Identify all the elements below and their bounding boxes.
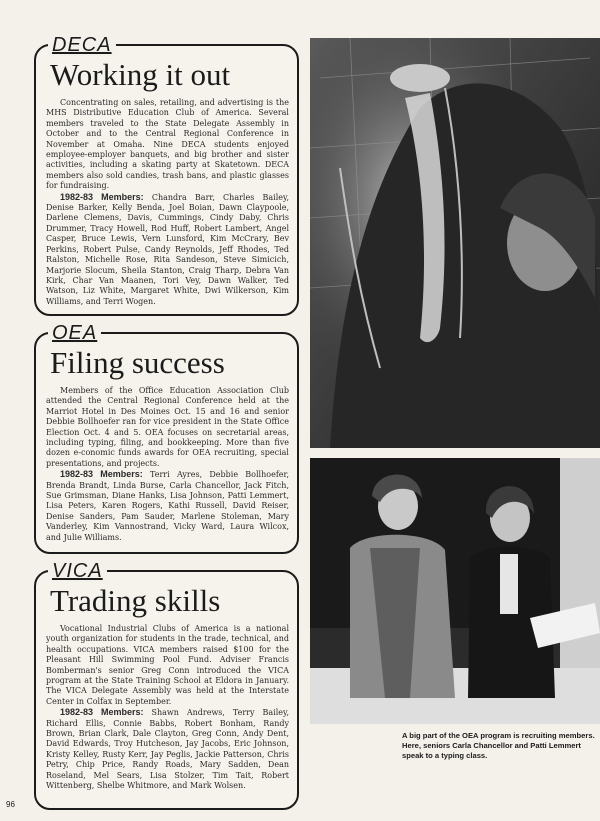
oea-members-label: 1982-83 Members: bbox=[60, 469, 143, 480]
vica-article bbox=[46, 624, 289, 792]
oea-section bbox=[34, 322, 299, 554]
vica-paragraph: Vocational Industrial Clubs of America is a national youth organization for students in the trade, technical, and health occupations. VICA members raised $100 for the Pleasant Hill Swimming Pool Fund. Adviser Francis Bomberman's senior Greg Conn introduced the VICA program at the State Training School at Eldora in January. The VICA Delegate Assembly was held at the Interstate Center in Colfax in September. bbox=[46, 624, 289, 706]
oea-members-list: Terri Ayres, Debbie Bollhoefer, Brenda Brandt, Linda Burse, Carla Chancellor, Jack Fitch, Sue Grimsman, Diane Hanks, Lisa Johnson, Patti Lemmert, Lisa Peters, Karen Rogers, Kathi Russell, David Reiser, Denise Sanders, Pam Sauder, Marlene Stoleman, Mary Vanderley, Kim Vannostrand, Vicky Ward, Laura Wilcox, and Julie Williams. bbox=[46, 470, 290, 542]
vica-section bbox=[34, 560, 299, 810]
oea-article bbox=[46, 386, 289, 543]
page-number: 96 bbox=[6, 800, 15, 809]
deca-members-list: Chandra Barr, Charles Bailey, Denise Barker, Kelly Benda, Joel Boian, Dawn Claypoole, Darlene Clemens, Davis, Cummings, Cindy Daby, Chris Drummer, Tracy Howell, Rod Huff, Robert Lambert, Angel Casper, Bruce Lewis, Vern Lunsford, Kim McCrary, Bev Perkins, Robert Pulse, Candy Reynolds, Jeff Rhodes, Ted Ralston, Michelle Rose, Rita Sandeson, Steve Simicich, Marjorie Slocum, Sheila Stanton, Craig Tharp, Debra Van Kirk, Char Van Maanen, Tori Vey, Dawn Walker, Ted Watson, Liz White, Margaret White, Dwi Wilkerson, Kim Williams, and Terri Wogen. bbox=[46, 192, 289, 306]
oea-headline: Filing success bbox=[50, 345, 225, 380]
deca-headline: Working it out bbox=[50, 57, 231, 92]
vica-headline: Trading skills bbox=[50, 583, 221, 618]
deca-tag: DECA bbox=[48, 34, 116, 56]
deca-paragraph: Concentrating on sales, retailing, and advertising is the MHS Distributive Education Club of America. Several members traveled to the State Delegate Assembly in October and to the Central Regional Conference in November at Omaha. Nine DECA students enjoyed employee-employer banquets, and big brother and sister activities, including a skating party at Skatetown. DECA members also sold candies, trash bans, and plastic glasses for fundraising. bbox=[46, 98, 289, 191]
vica-members-label: 1982-83 Members: bbox=[60, 707, 144, 718]
oea-photo bbox=[310, 458, 600, 724]
deca-photo bbox=[310, 38, 600, 448]
deca-article bbox=[46, 98, 289, 307]
photo-caption: A big part of the OEA program is recruiting members. Here, seniors Carla Chancellor and Patti Lemmert speak to a typing class. bbox=[402, 731, 595, 760]
oea-paragraph: Members of the Office Education Association Club attended the Central Regional Conference held at the Marriot Hotel in Des Moines Oct. 15 and 16 and senior Debbie Bollhoefer ran for vice president in the State Office Election Oct. 4 and 5. OEA focuses on secretarial areas, including typing, filing, and bookkeeping. More than five dozen e-conomic funds awards for OEA recruiting, special presentations, and projects. bbox=[46, 386, 289, 468]
vica-members-list: Shawn Andrews, Terry Bailey, Richard Ellis, Connie Babbs, Robert Bonham, Randy Brown, Brian Clark, Dale Clayton, Greg Conn, Andy Dent, David Edwards, Troy Hutcheson, Jay Jacobs, Eric Johnson, Kristy Kelley, Rusty Kerr, Jay Peglis, Jackie Patterson, Chris Petry, Chip Price, Randy Roads, Mary Sadden, Dean Roseland, Mel Sears, Lisa Stolzer, Tim Tait, Robert Wittenberg, Shelbe Whitmore, and Mark Wolsen. bbox=[46, 708, 290, 791]
deca-section bbox=[34, 34, 299, 316]
vica-tag: VICA bbox=[48, 560, 107, 582]
oea-tag: OEA bbox=[48, 322, 101, 344]
deca-members-label: 1982-83 Members: bbox=[60, 191, 144, 202]
